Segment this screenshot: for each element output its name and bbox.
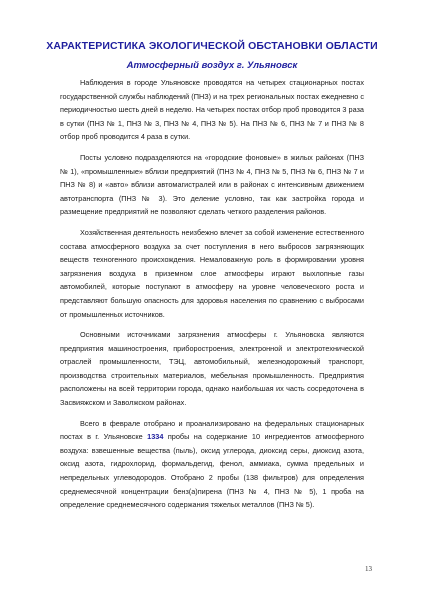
samples-text-after: пробы на содержание 10 ингредиентов атмосферного воздуха: взвешенные вещества (пыль), оксид углерода, диоксид серы, диоксид азота, оксид азота, гидрохлорид, формальдегид, фенол, аммиака, сумма предельных и непредельных углеводородов. Отобрано 2 пробы (138 фильтров) для определения среднемесячной концентрации бенз(а)пирена (ПНЗ № 4, ПНЗ № 5), 1 проба на определение среднемесячного содержания тяжелых металлов (ПНЗ № 5). <box>60 432 364 510</box>
section-subtitle: Атмосферный воздух г. Ульяновск <box>126 60 298 71</box>
samples-count: 1334 <box>147 432 164 442</box>
paragraph-economic-activity: Хозяйственная деятельность неизбежно влечет за собой изменение естественного состава атмосферного воздуха за счет поступления в него выбросов загрязняющих веществ техногенного происхождения. Немаловажную роль в формировании уровня загрязнения воздуха в приземном слое атмосферы играют выхлопные газы автомобилей, которые поступают в атмосферу на уровне человеческого роста и представляют большую опасность для здоровья населения по сравнению с выбросами от промышленных источников. <box>60 227 364 319</box>
paragraph-pollution-sources: Основными источниками загрязнения атмосферы г. Ульяновска являются предприятия машиностроения, приборостроения, электронной и электротехнической отраслей промышленности, ТЭЦ, автомобильный, железнодорожный транспорт, производства строительных материалов, мебельная промышленность. Предприятия расположены на всей территории города, однако наибольшая их часть сосредоточена в Засвияжском и Заволжском районах. <box>60 330 364 408</box>
document-body <box>60 76 364 519</box>
paragraph-samples <box>60 417 364 512</box>
paragraph-post-types: Посты условно подразделяются на «городские фоновые» в жилых районах (ПНЗ № 1), «промышленные» вблизи предприятий (ПНЗ № 4, ПНЗ № 5, ПНЗ № 6, ПНЗ № 7 и ПНЗ № 8) и «авто» вблизи автомагистралей или в районах с интенсивным движением автотранспорта (ПНЗ № 3). Это деление условно, так как застройка города и размещение предприятий не позволяют сделать четкого разделения районов. <box>60 152 364 217</box>
paragraph-observations: Наблюдения в городе Ульяновске проводятся на четырех стационарных постах государственной службы наблюдений (ПНЗ) и на трех региональных постах ежедневно с периодичностью шесть дней в неделю. На четырех постах отбор проб проводится 3 раза в сутки (ПНЗ № 1, ПНЗ № 3, ПНЗ № 4, ПНЗ № 5). На ПНЗ № 6, ПНЗ № 7 и ПНЗ № 8 отбор проб проводится 4 раза в сутки. <box>60 78 364 142</box>
page-title: ХАРАКТЕРИСТИКА ЭКОЛОГИЧЕСКОЙ ОБСТАНОВКИ ОБЛАСТИ <box>46 40 378 52</box>
page-number: 13 <box>365 565 372 573</box>
samples-text-before: Всего в феврале отобрано и проанализировано на федеральных стационарных постах в г. Ульяновске <box>60 418 364 442</box>
